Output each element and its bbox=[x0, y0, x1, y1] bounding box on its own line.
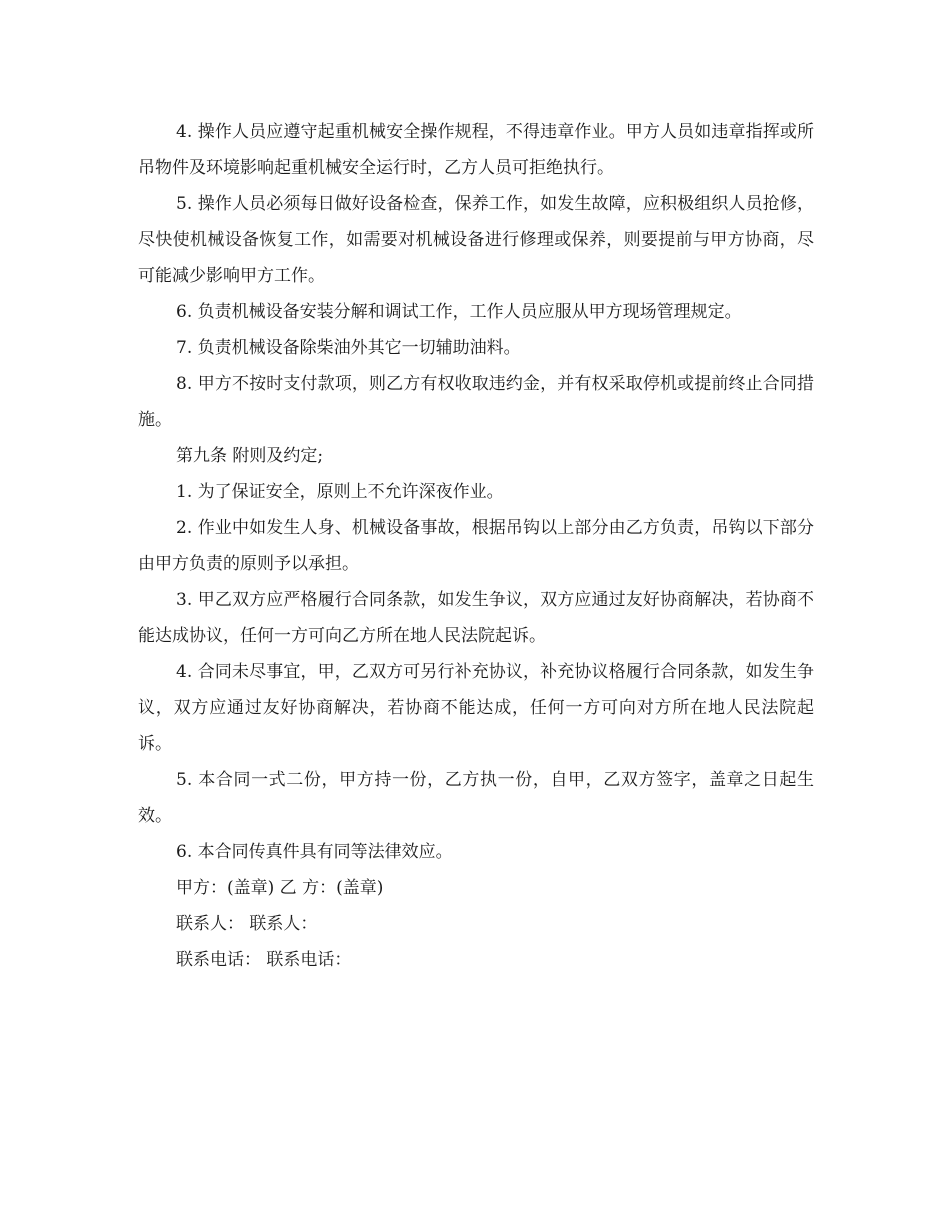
clause-6-installation: 6. 负责机械设备安装分解和调试工作，工作人员应服从甲方现场管理规定。 bbox=[176, 302, 742, 322]
clause-4-operator-rules: 4. 操作人员应遵守起重机械安全操作规程，不得违章作业。甲方人员如违章指挥或所吊物件及环境影响起重机械安全运行时，乙方人员可拒绝执行。 bbox=[138, 122, 814, 178]
article-9-item-6: 6. 本合同传真件具有同等法律效应。 bbox=[176, 842, 453, 862]
article-9-heading: 第九条 附则及约定; bbox=[176, 446, 324, 466]
clause-8-late-payment: 8. 甲方不按时支付款项，则乙方有权收取违约金，并有权采取停机或提前终止合同措施。 bbox=[138, 374, 814, 430]
article-9-item-4: 4. 合同未尽事宜，甲，乙双方可另行补充协议，补充协议格履行合同条款，如发生争议，双方应通过友好协商解决，若协商不能达成，任何一方可向对方所在地人民法院起诉。 bbox=[138, 662, 814, 754]
clause-5-daily-inspection: 5. 操作人员必须每日做好设备检查，保养工作，如发生故障，应积极组织人员抢修，尽快使机械设备恢复工作，如需要对机械设备进行修理或保养，则要提前与甲方协商，尽可能减少影响甲方工作。 bbox=[138, 194, 814, 286]
clause-7-auxiliary-oil: 7. 负责机械设备除柴油外其它一切辅助油料。 bbox=[176, 338, 521, 358]
signature-line-seal: 甲方：(盖章) 乙 方：(盖章) bbox=[176, 878, 384, 898]
article-9-item-3: 3. 甲乙双方应严格履行合同条款，如发生争议，双方应通过友好协商解决，若协商不能达成协议，任何一方可向乙方所在地人民法院起诉。 bbox=[138, 590, 814, 646]
signature-line-contact: 联系人： 联系人： bbox=[176, 914, 318, 934]
article-9-item-1: 1. 为了保证安全，原则上不允许深夜作业。 bbox=[176, 482, 504, 502]
article-9-item-5: 5. 本合同一式二份，甲方持一份，乙方执一份，自甲，乙双方签字，盖章之日起生效。 bbox=[138, 770, 814, 826]
document-body bbox=[138, 114, 814, 978]
signature-line-phone: 联系电话： 联系电话： bbox=[176, 950, 352, 970]
article-9-item-2: 2. 作业中如发生人身、机械设备事故，根据吊钩以上部分由乙方负责，吊钩以下部分由甲方负责的原则予以承担。 bbox=[138, 518, 814, 574]
